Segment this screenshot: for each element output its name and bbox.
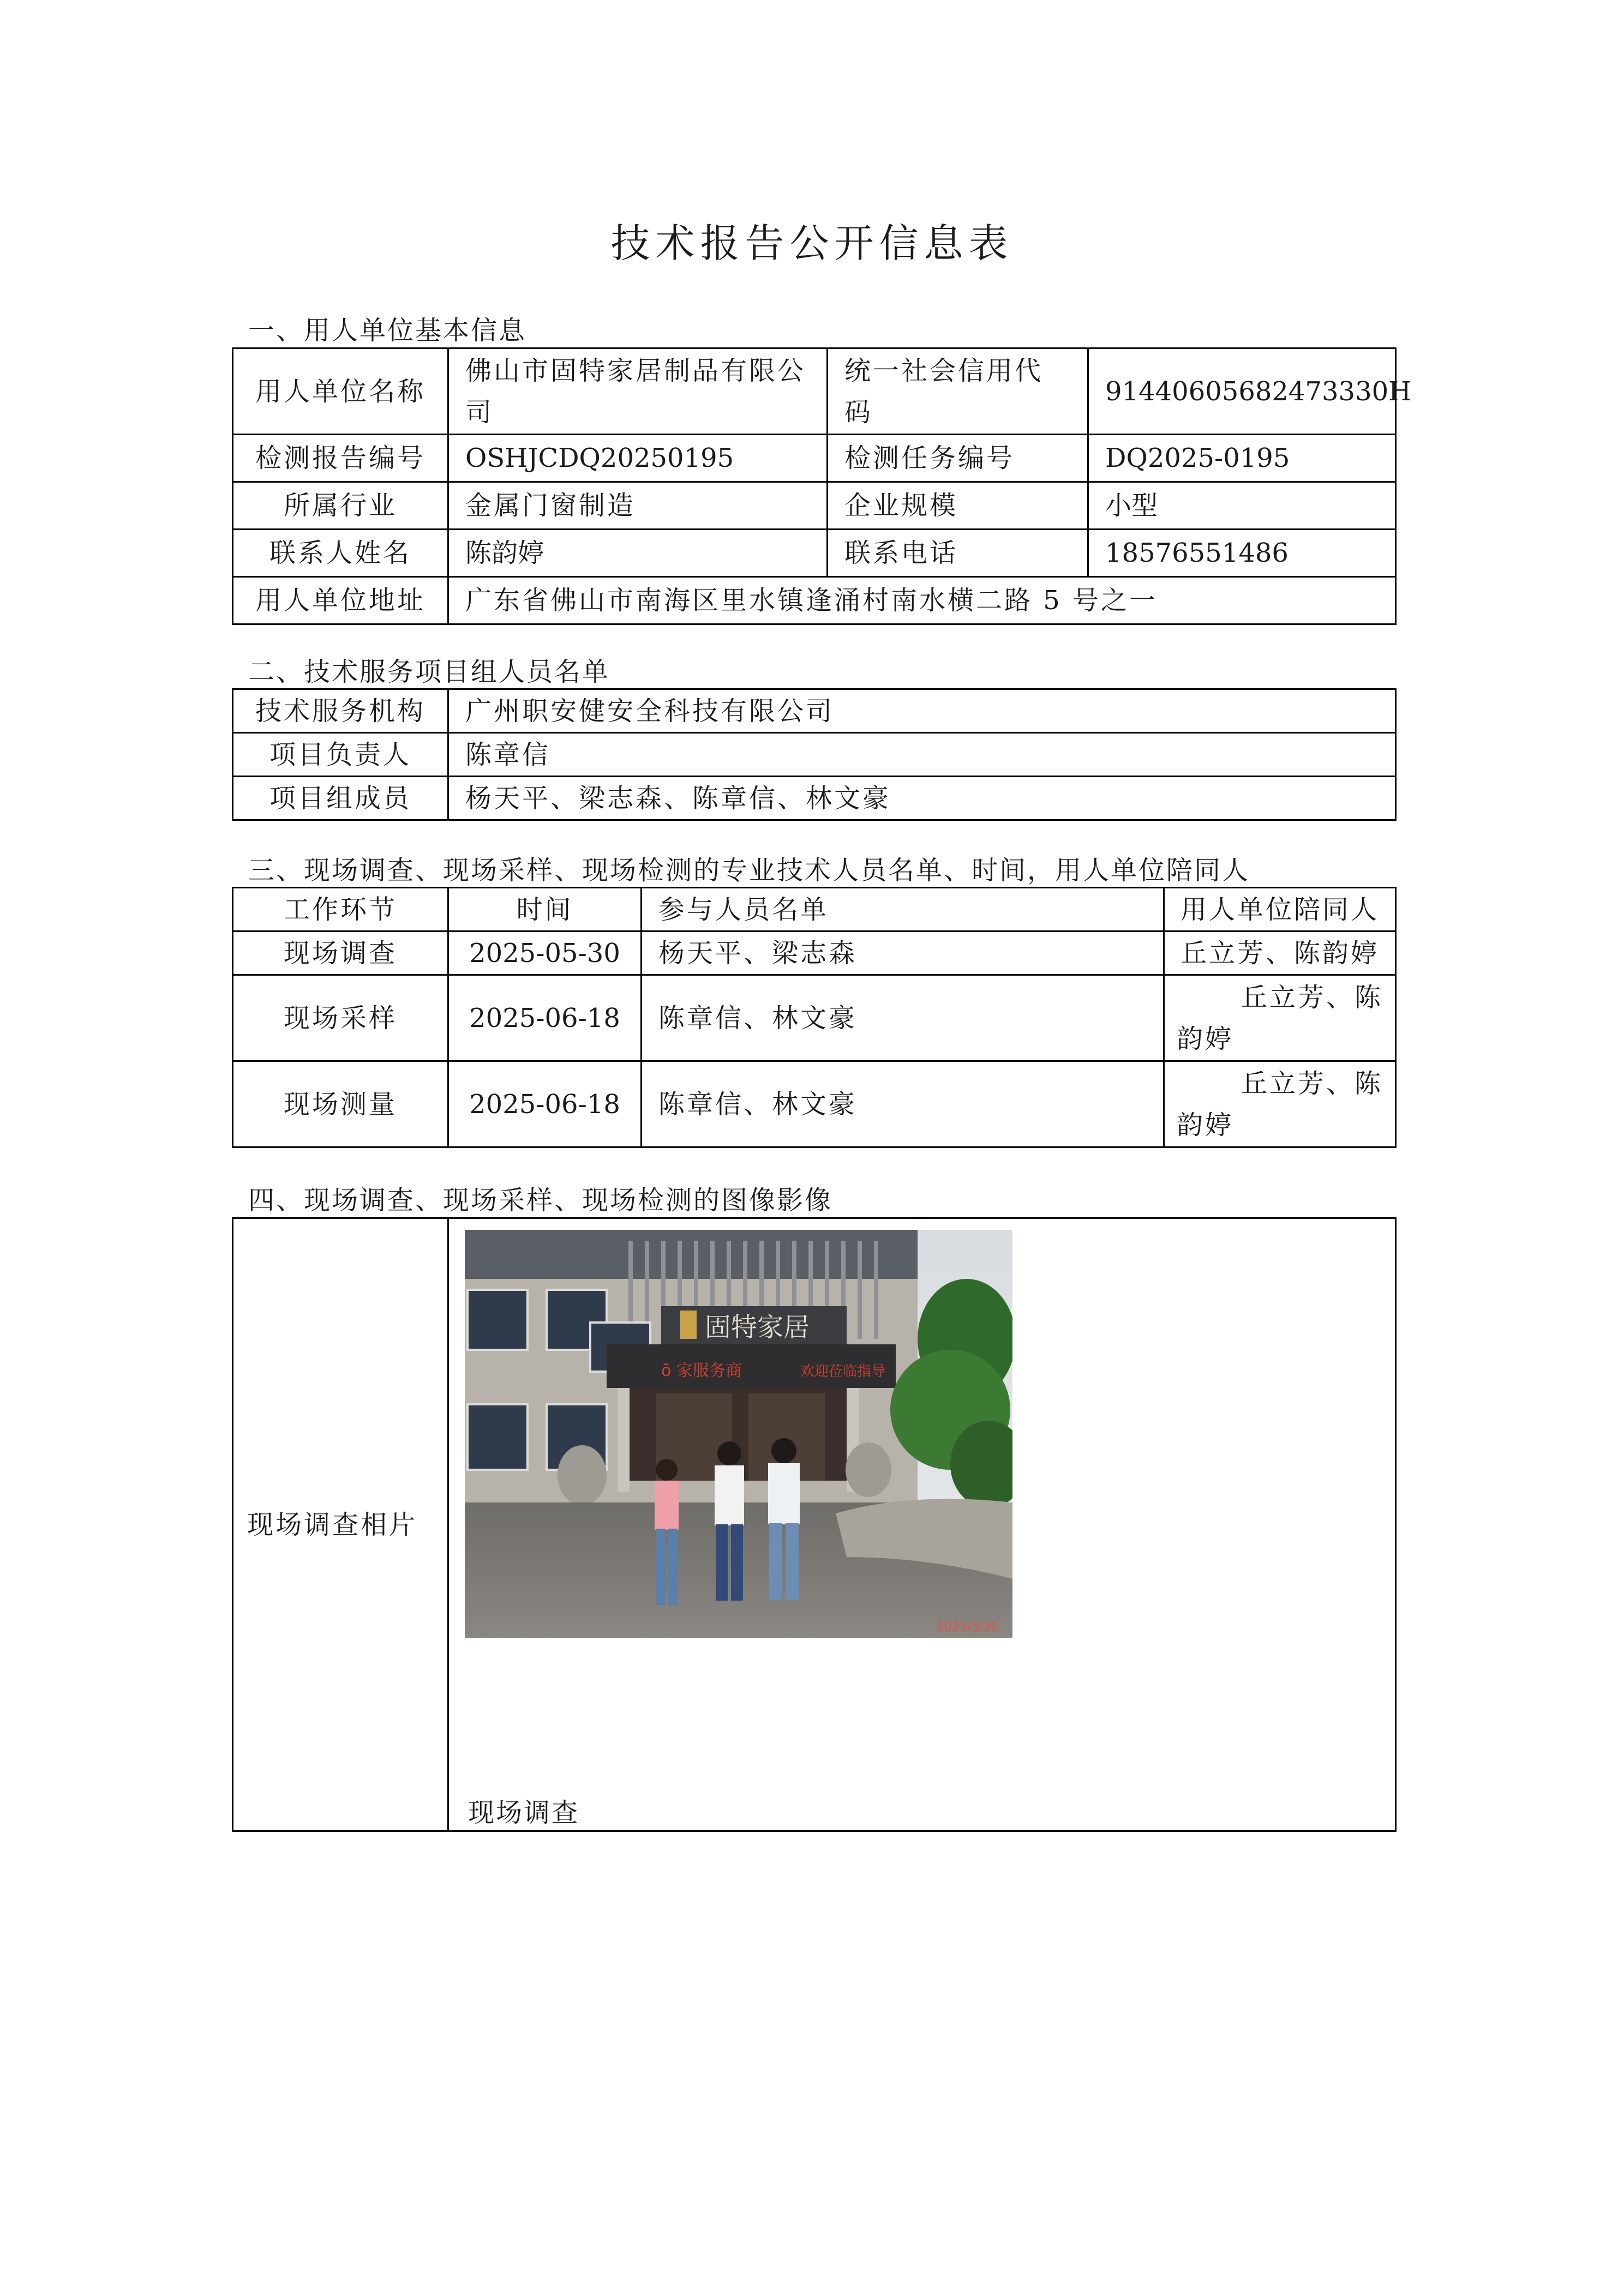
- sign-main-text: 固特家居: [705, 1312, 810, 1343]
- table-row: [233, 931, 1396, 975]
- section2-heading: 二、技术服务项目组人员名单: [248, 657, 610, 687]
- value-address: 广东省佛山市南海区里水镇逢涌村南水横二路 5 号之一: [448, 577, 1396, 624]
- label-contact-phone: 联系电话: [828, 530, 1088, 577]
- section1-heading: 一、用人单位基本信息: [248, 315, 527, 346]
- section3-heading: 三、现场调查、现场采样、现场检测的专业技术人员名单、时间，用人单位陪同人: [248, 855, 1250, 886]
- label-industry: 所属行业: [233, 482, 448, 530]
- table-row: [233, 975, 1396, 1061]
- value-scale: 小型: [1088, 482, 1396, 530]
- companion-measurement-line1: 丘立芳、陈: [1241, 1068, 1383, 1099]
- team-table: [232, 688, 1397, 821]
- header-date: 时间: [448, 888, 642, 931]
- companion-measurement: [1164, 1061, 1396, 1147]
- label-contact-name: 联系人姓名: [233, 530, 448, 577]
- date-measurement: 2025-06-18: [448, 1061, 642, 1147]
- value-company-name: 佛山市固特家居制品有限公司: [448, 348, 828, 435]
- value-project-lead: 陈章信: [448, 733, 1396, 777]
- value-contact-phone: 18576551486: [1088, 530, 1396, 577]
- stage-measurement: 现场测量: [233, 1061, 448, 1147]
- label-survey-photo: 现场调查相片: [233, 1218, 448, 1831]
- sign-logo-icon: [680, 1311, 697, 1339]
- label-project-lead: 项目负责人: [233, 733, 448, 777]
- stage-survey: 现场调查: [233, 931, 448, 975]
- value-credit-code: 91440605682473330H: [1088, 348, 1396, 435]
- table-row: [233, 777, 1396, 820]
- value-industry: 金属门窗制造: [448, 482, 828, 530]
- companion-sampling: [1164, 975, 1396, 1061]
- fieldwork-table: [232, 887, 1397, 1148]
- companion-sampling-line1: 丘立芳、陈: [1241, 982, 1383, 1013]
- label-credit-code: 统一社会信用代码: [828, 348, 1088, 435]
- basic-info-table: [232, 347, 1412, 625]
- header-stage: 工作环节: [233, 888, 448, 931]
- page-title: 技术报告公开信息表: [610, 220, 1014, 266]
- value-contact-name: 陈韵婷: [448, 530, 828, 577]
- table-header-row: [233, 888, 1396, 931]
- sign-left-text: ō 家服务商: [661, 1361, 742, 1380]
- label-service-org: 技术服务机构: [233, 689, 448, 733]
- staff-measurement: 陈章信、林文豪: [642, 1061, 1164, 1147]
- staff-sampling: 陈章信、林文豪: [642, 975, 1164, 1061]
- staff-survey: 杨天平、梁志森: [642, 931, 1164, 975]
- stage-sampling: 现场采样: [233, 975, 448, 1061]
- companion-measurement-line2: 韵婷: [1177, 1109, 1234, 1140]
- value-task-no: DQ2025-0195: [1088, 435, 1396, 482]
- table-row: [233, 689, 1396, 733]
- table-row: [233, 348, 1396, 435]
- section4-heading: 四、现场调查、现场采样、现场检测的图像影像: [248, 1185, 833, 1216]
- table-row: [233, 1061, 1396, 1147]
- label-report-no: 检测报告编号: [233, 435, 448, 482]
- table-row: [233, 577, 1396, 624]
- label-scale: 企业规模: [828, 482, 1088, 530]
- header-staff: 参与人员名单: [642, 888, 1164, 931]
- sign-right-text: 欢迎莅临指导: [800, 1363, 886, 1380]
- date-sampling: 2025-06-18: [448, 975, 642, 1061]
- photo-timestamp: 2025/5/30: [937, 1620, 998, 1634]
- label-project-members: 项目组成员: [233, 777, 448, 820]
- table-row: [233, 733, 1396, 777]
- value-service-org: 广州职安健安全科技有限公司: [448, 689, 1396, 733]
- label-address: 用人单位地址: [233, 577, 448, 624]
- label-task-no: 检测任务编号: [828, 435, 1088, 482]
- companion-sampling-line2: 韵婷: [1177, 1023, 1234, 1054]
- value-project-members: 杨天平、梁志森、陈章信、林文豪: [448, 777, 1396, 820]
- date-survey: 2025-05-30: [448, 931, 642, 975]
- header-companion: 用人单位陪同人: [1164, 888, 1396, 931]
- companion-survey: 丘立芳、陈韵婷: [1164, 931, 1396, 975]
- table-row: [233, 435, 1396, 482]
- table-row: [233, 530, 1396, 577]
- label-company-name: 用人单位名称: [233, 348, 448, 435]
- table-row: [233, 482, 1396, 530]
- site-survey-photo: [465, 1230, 1012, 1638]
- value-report-no: OSHJCDQ20250195: [448, 435, 828, 482]
- photo-caption: 现场调查: [468, 1798, 580, 1828]
